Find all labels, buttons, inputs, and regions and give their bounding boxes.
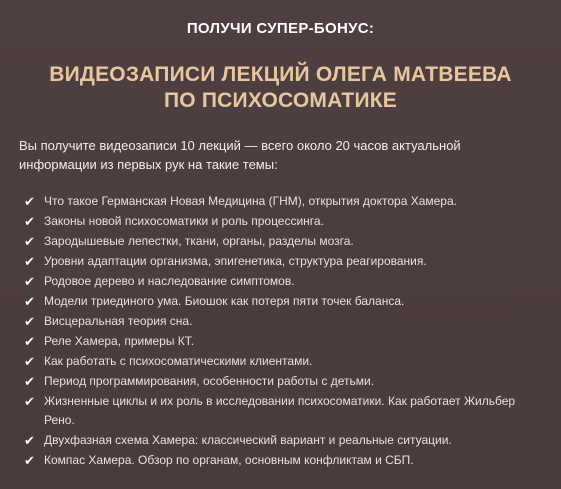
list-item <box>24 232 544 251</box>
list-item <box>24 372 544 391</box>
list-item <box>24 192 544 211</box>
list-item <box>24 451 544 470</box>
bonus-intro <box>19 136 539 174</box>
list-item <box>24 252 544 271</box>
topic-text: Родовое дерево и наследование симптомов. <box>44 274 295 288</box>
checkmark-icon: ✔ <box>24 433 35 448</box>
intro-line-1: Вы получите видеозаписи 10 лекций — всего около 20 часов актуальной <box>19 138 461 153</box>
list-item <box>24 332 544 351</box>
topic-text: Компас Хамера. Обзор по органам, основным конфликтам и СБП. <box>44 453 414 467</box>
list-item <box>24 292 544 311</box>
topic-text: Как работать с психосоматическими клиентами. <box>44 354 313 368</box>
checkmark-icon: ✔ <box>24 234 35 249</box>
intro-line-2: информации из первых рук на такие темы: <box>19 157 278 172</box>
list-item <box>24 392 544 430</box>
headline-line-2: ПО ПСИХОСОМАТИКЕ <box>164 89 397 112</box>
list-item <box>24 431 544 450</box>
topic-text: Висцеральная теория сна. <box>44 314 193 328</box>
checkmark-icon: ✔ <box>24 394 35 409</box>
bonus-kicker: ПОЛУЧИ СУПЕР-БОНУС: <box>186 20 375 37</box>
topic-text: Период программирования, особенности работы с детьми. <box>44 374 375 388</box>
checkmark-icon: ✔ <box>24 314 35 329</box>
bonus-headline <box>0 62 561 114</box>
topic-text: Двухфазная схема Хамера: классический вариант и реальные ситуации. <box>44 433 452 447</box>
topics-list <box>24 192 544 471</box>
list-item <box>24 352 544 371</box>
topic-text: Жизненные циклы и их роль в исследовании психосоматики. Как работает Жильбер Рено. <box>44 394 516 427</box>
topic-text: Реле Хамера, примеры КТ. <box>44 334 195 348</box>
checkmark-icon: ✔ <box>24 453 35 468</box>
topic-text: Законы новой психосоматики и роль процессинга. <box>44 214 324 228</box>
list-item <box>24 272 544 291</box>
checkmark-icon: ✔ <box>24 254 35 269</box>
list-item <box>24 312 544 331</box>
checkmark-icon: ✔ <box>24 214 35 229</box>
list-item <box>24 212 544 231</box>
topic-text: Что такое Германская Новая Медицина (ГНМ), открытия доктора Хамера. <box>44 194 457 208</box>
checkmark-icon: ✔ <box>24 274 35 289</box>
checkmark-icon: ✔ <box>24 294 35 309</box>
topic-text: Уровни адаптации организма, эпигенетика, структура реагирования. <box>44 254 427 268</box>
checkmark-icon: ✔ <box>24 194 35 209</box>
topic-text: Зародышевые лепестки, ткани, органы, разделы мозга. <box>44 234 354 248</box>
checkmark-icon: ✔ <box>24 374 35 389</box>
headline-line-1: ВИДЕОЗАПИСИ ЛЕКЦИЙ ОЛЕГА МАТВЕЕВА <box>49 63 512 86</box>
checkmark-icon: ✔ <box>24 334 35 349</box>
topic-text: Модели триединого ума. Биошок как потеря пяти точек баланса. <box>44 294 405 308</box>
checkmark-icon: ✔ <box>24 354 35 369</box>
